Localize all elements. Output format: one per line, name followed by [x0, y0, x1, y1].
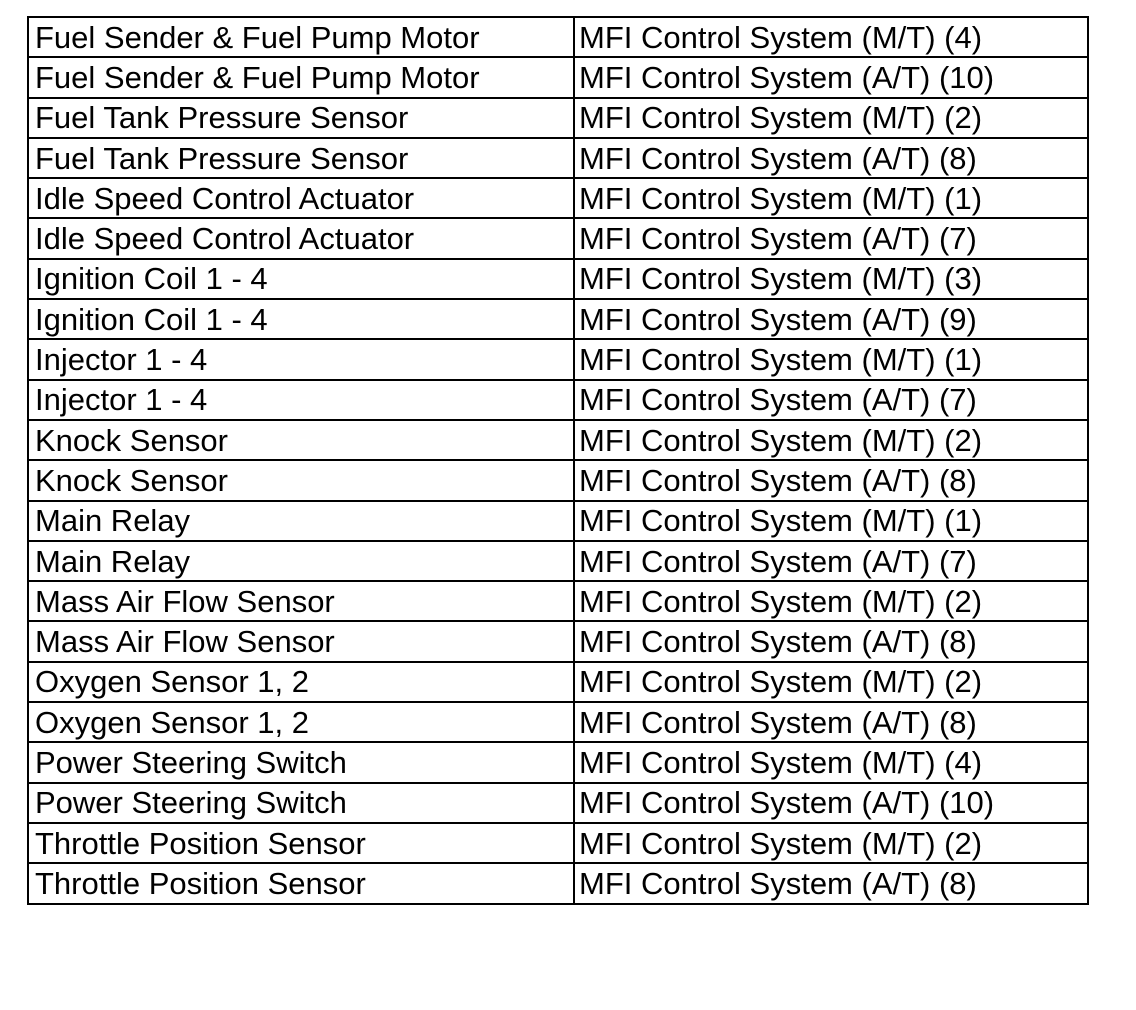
- component-index-table: [27, 16, 1089, 905]
- table-row: [28, 299, 1088, 339]
- component-name-cell: Mass Air Flow Sensor: [28, 621, 574, 661]
- table-row: [28, 380, 1088, 420]
- table-row: [28, 863, 1088, 903]
- table-row: [28, 742, 1088, 782]
- system-reference-cell: MFI Control System (M/T) (4): [574, 17, 1088, 57]
- system-reference-cell: MFI Control System (A/T) (7): [574, 218, 1088, 258]
- system-reference-cell: MFI Control System (A/T) (8): [574, 621, 1088, 661]
- system-reference-cell: MFI Control System (M/T) (2): [574, 823, 1088, 863]
- system-reference-cell: MFI Control System (A/T) (7): [574, 380, 1088, 420]
- component-name-cell: Injector 1 - 4: [28, 339, 574, 379]
- component-name-cell: Knock Sensor: [28, 420, 574, 460]
- component-name-cell: Ignition Coil 1 - 4: [28, 299, 574, 339]
- system-reference-cell: MFI Control System (M/T) (4): [574, 742, 1088, 782]
- component-name-cell: Throttle Position Sensor: [28, 823, 574, 863]
- table-row: [28, 98, 1088, 138]
- system-reference-cell: MFI Control System (A/T) (8): [574, 460, 1088, 500]
- system-reference-cell: MFI Control System (A/T) (10): [574, 783, 1088, 823]
- system-reference-cell: MFI Control System (A/T) (10): [574, 57, 1088, 97]
- table-row: [28, 218, 1088, 258]
- component-name-cell: Idle Speed Control Actuator: [28, 218, 574, 258]
- system-reference-cell: MFI Control System (A/T) (8): [574, 702, 1088, 742]
- component-name-cell: Injector 1 - 4: [28, 380, 574, 420]
- table-row: [28, 420, 1088, 460]
- table-row: [28, 581, 1088, 621]
- table-row: [28, 259, 1088, 299]
- table-row: [28, 783, 1088, 823]
- system-reference-cell: MFI Control System (M/T) (1): [574, 339, 1088, 379]
- component-name-cell: Fuel Tank Pressure Sensor: [28, 98, 574, 138]
- table-row: [28, 138, 1088, 178]
- table-row: [28, 339, 1088, 379]
- table-row: [28, 541, 1088, 581]
- table-row: [28, 501, 1088, 541]
- table-row: [28, 178, 1088, 218]
- component-name-cell: Main Relay: [28, 501, 574, 541]
- system-reference-cell: MFI Control System (M/T) (1): [574, 501, 1088, 541]
- system-reference-cell: MFI Control System (M/T) (2): [574, 420, 1088, 460]
- component-name-cell: Fuel Sender & Fuel Pump Motor: [28, 57, 574, 97]
- table-body: [28, 17, 1088, 904]
- table-row: [28, 823, 1088, 863]
- component-name-cell: Main Relay: [28, 541, 574, 581]
- component-name-cell: Ignition Coil 1 - 4: [28, 259, 574, 299]
- component-name-cell: Idle Speed Control Actuator: [28, 178, 574, 218]
- system-reference-cell: MFI Control System (M/T) (2): [574, 662, 1088, 702]
- table-row: [28, 662, 1088, 702]
- component-name-cell: Knock Sensor: [28, 460, 574, 500]
- table-row: [28, 621, 1088, 661]
- component-name-cell: Power Steering Switch: [28, 742, 574, 782]
- component-name-cell: Throttle Position Sensor: [28, 863, 574, 903]
- system-reference-cell: MFI Control System (M/T) (3): [574, 259, 1088, 299]
- system-reference-cell: MFI Control System (M/T) (2): [574, 98, 1088, 138]
- system-reference-cell: MFI Control System (M/T) (1): [574, 178, 1088, 218]
- table-row: [28, 702, 1088, 742]
- table-row: [28, 17, 1088, 57]
- component-name-cell: Mass Air Flow Sensor: [28, 581, 574, 621]
- system-reference-cell: MFI Control System (A/T) (7): [574, 541, 1088, 581]
- component-name-cell: Fuel Tank Pressure Sensor: [28, 138, 574, 178]
- system-reference-cell: MFI Control System (A/T) (8): [574, 138, 1088, 178]
- component-name-cell: Power Steering Switch: [28, 783, 574, 823]
- table-row: [28, 57, 1088, 97]
- component-name-cell: Oxygen Sensor 1, 2: [28, 702, 574, 742]
- system-reference-cell: MFI Control System (M/T) (2): [574, 581, 1088, 621]
- component-name-cell: Fuel Sender & Fuel Pump Motor: [28, 17, 574, 57]
- system-reference-cell: MFI Control System (A/T) (8): [574, 863, 1088, 903]
- table-row: [28, 460, 1088, 500]
- system-reference-cell: MFI Control System (A/T) (9): [574, 299, 1088, 339]
- component-name-cell: Oxygen Sensor 1, 2: [28, 662, 574, 702]
